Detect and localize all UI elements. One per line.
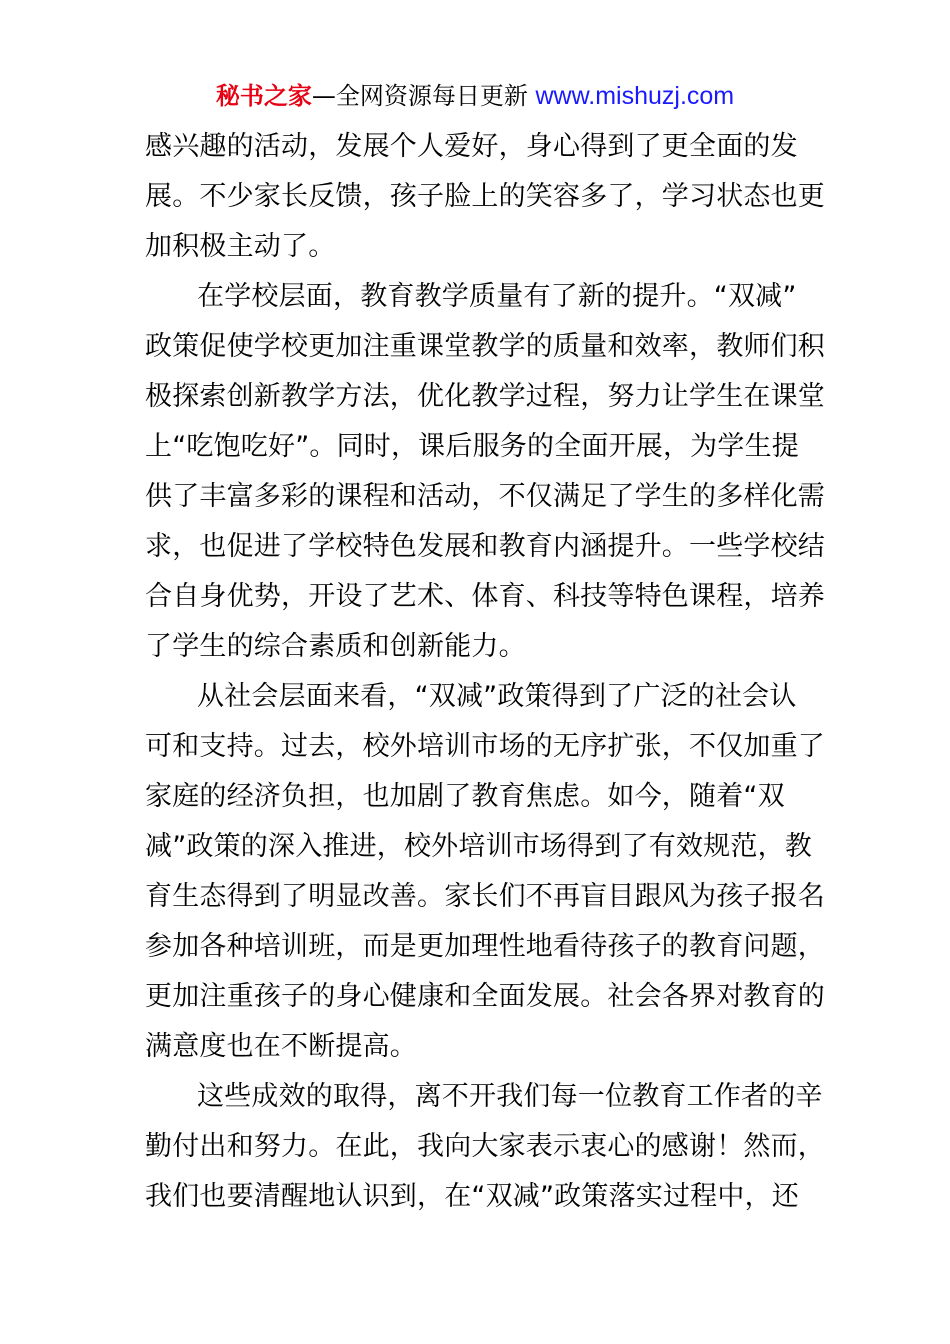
text-line: 减”政策的深入推进，校外培训市场得到了有效规范，教 [145, 831, 812, 862]
text-line: 了学生的综合素质和创新能力。 [145, 631, 526, 662]
text-line: 家庭的经济负担，也加剧了教育焦虑。如今，随着“双 [145, 781, 785, 812]
text-line: 上“吃饱吃好”。同时，课后服务的全面开展，为学生提 [145, 431, 799, 462]
paragraph-start-line: 从社会层面来看，“双减”政策得到了广泛的社会认 [197, 681, 797, 712]
paragraph-start-line: 在学校层面，教育教学质量有了新的提升。“双减” [197, 281, 797, 312]
site-url-link[interactable]: www.mishuzj.com [535, 82, 735, 110]
page-header [0, 80, 950, 112]
text-line: 感兴趣的活动，发展个人爱好，身心得到了更全面的发 [145, 131, 798, 162]
text-line: 勤付出和努力。在此，我向大家表示衷心的感谢！然而， [145, 1131, 825, 1162]
text-line: 展。不少家长反馈，孩子脸上的笑容多了，学习状态也更 [145, 181, 825, 212]
text-line: 加积极主动了。 [145, 231, 336, 262]
text-line: 育生态得到了明显改善。家长们不再盲目跟风为孩子报名 [145, 881, 825, 912]
paragraph-start-line: 这些成效的取得，离不开我们每一位教育工作者的辛 [197, 1081, 823, 1112]
text-line: 极探索创新教学方法，优化教学过程，努力让学生在课堂 [145, 381, 825, 412]
text-line: 可和支持。过去，校外培训市场的无序扩张，不仅加重了 [145, 731, 825, 762]
text-line: 参加各种培训班，而是更加理性地看待孩子的教育问题， [145, 931, 825, 962]
text-line: 合自身优势，开设了艺术、体育、科技等特色课程，培养 [145, 581, 825, 612]
text-line: 满意度也在不断提高。 [145, 1031, 417, 1062]
text-line: 供了丰富多彩的课程和活动，不仅满足了学生的多样化需 [145, 481, 825, 512]
text-line: 更加注重孩子的身心健康和全面发展。社会各界对教育的 [145, 981, 825, 1012]
site-brand: 秘书之家 [215, 82, 312, 110]
text-line: 求，也促进了学校特色发展和教育内涵提升。一些学校结 [145, 531, 825, 562]
text-line: 我们也要清醒地认识到，在“双减”政策落实过程中，还 [145, 1181, 799, 1212]
document-body [145, 122, 825, 1222]
text-line: 政策促使学校更加注重课堂教学的质量和效率，教师们积 [145, 331, 825, 362]
site-tagline: —全网资源每日更新 [311, 82, 536, 110]
